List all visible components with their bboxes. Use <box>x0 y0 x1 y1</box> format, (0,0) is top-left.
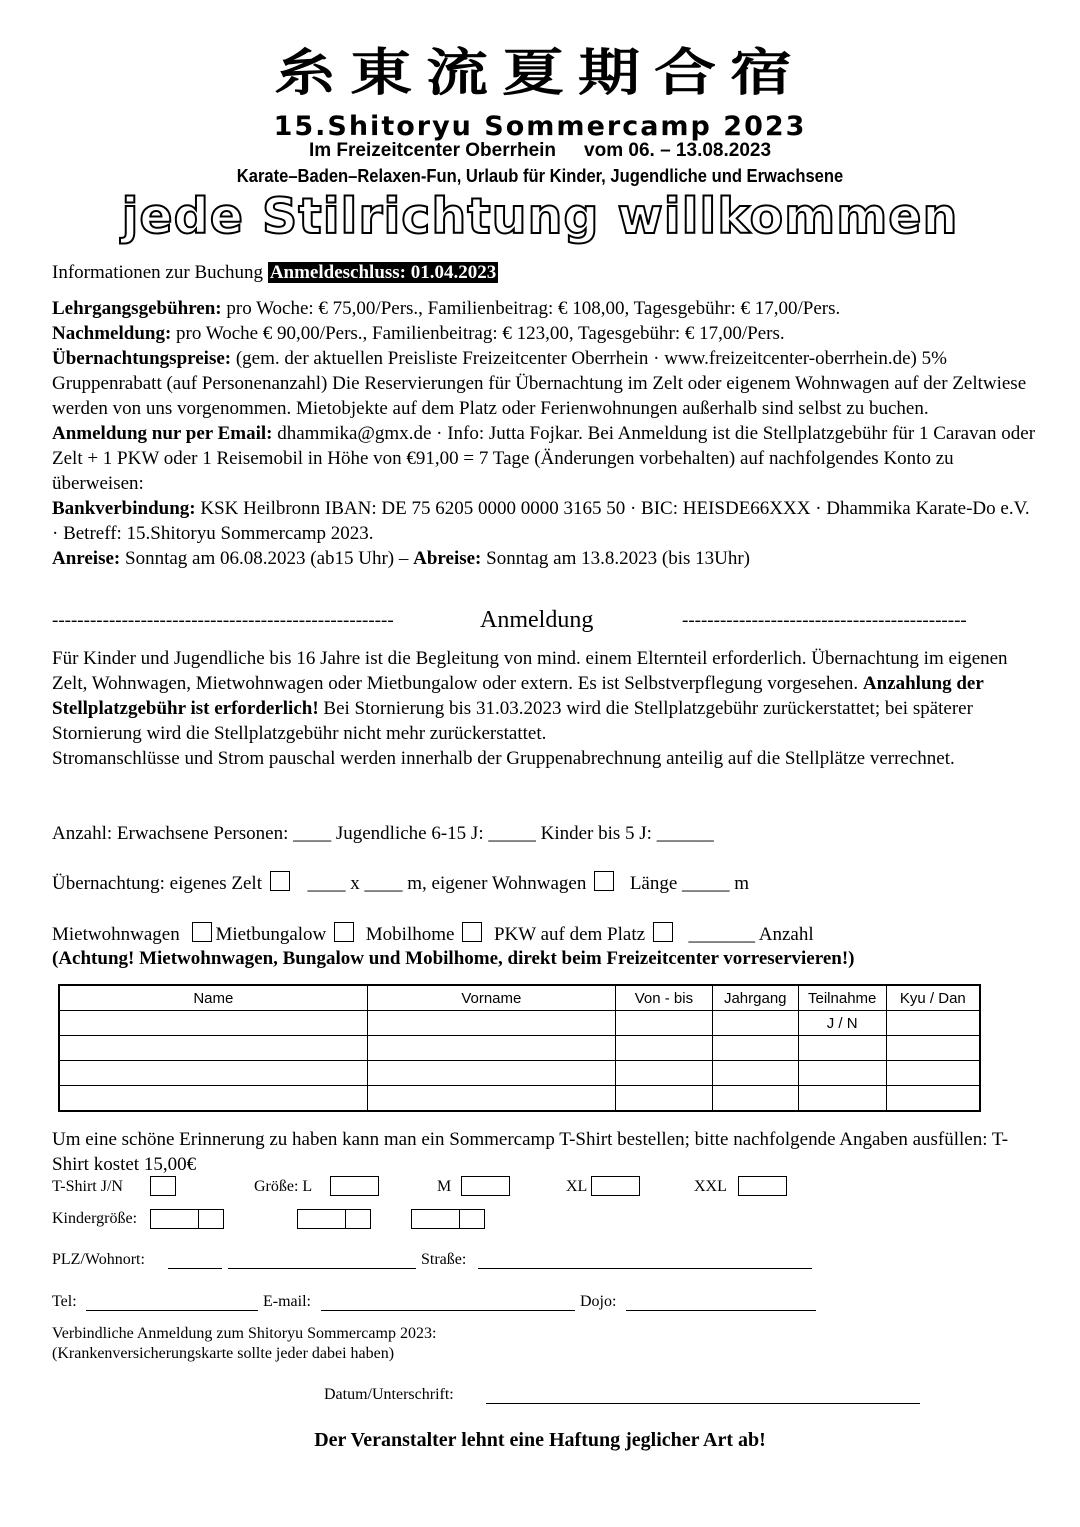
stay-line <box>52 871 749 896</box>
table-header-row <box>59 985 980 1011</box>
cell[interactable] <box>367 1011 615 1036</box>
cell[interactable] <box>886 1036 980 1061</box>
mietbungalow-checkbox[interactable] <box>334 922 354 942</box>
kids-count-box-1[interactable] <box>198 1209 224 1229</box>
stay-prices <box>52 346 1037 421</box>
cell[interactable] <box>59 1011 367 1036</box>
fees-label: Lehrgangsgebühren: <box>52 298 222 319</box>
size-xl-label: XL <box>566 1178 588 1195</box>
opt-mietbungalow: Mietbungalow <box>215 924 327 945</box>
cell[interactable] <box>616 1036 713 1061</box>
arrival-info <box>52 546 1037 571</box>
col-name: Name <box>59 985 367 1011</box>
street-field[interactable] <box>478 1254 812 1269</box>
email-field[interactable] <box>321 1296 575 1311</box>
fees-text: pro Woche: € 75,00/Pers., Familienbeitrag: € 108,00, Tagesgebühr: € 17,00/Pers. <box>221 298 841 319</box>
kids-size-label: Kindergröße: <box>52 1210 138 1227</box>
col-vorname: Vorname <box>367 985 615 1011</box>
email-label: Anmeldung nur per Email: <box>52 423 273 444</box>
reg-p1-bold: Anzahlung der Stellplatzgebühr ist erforderlich! <box>52 673 984 719</box>
size-l-label: Größe: L <box>254 1178 313 1195</box>
size-m-box[interactable] <box>461 1176 510 1196</box>
signature-field[interactable] <box>486 1389 920 1404</box>
email-label: E-mail: <box>263 1293 311 1310</box>
bank-label: Bankverbindung: <box>52 498 196 519</box>
deadline-badge: Anmeldeschluss: 01.04.2023 <box>269 262 497 283</box>
tshirt-label: T-Shirt J/N <box>52 1178 123 1195</box>
opt-pkw: PKW auf dem Platz <box>493 924 646 945</box>
divider-left: ------------------------------------------------------ <box>52 610 394 631</box>
cell[interactable] <box>886 1011 980 1036</box>
kids-count-box-2[interactable] <box>345 1209 371 1229</box>
plz-field[interactable] <box>168 1254 222 1269</box>
col-teilnahme: Teilnahme <box>798 985 886 1011</box>
reservation-warning: (Achtung! Mietwohnwagen, Bungalow und Mobilhome, direkt beim Freizeitcenter vorreservieren!) <box>52 948 855 969</box>
late-line <box>52 321 1037 346</box>
size-l-box[interactable] <box>330 1176 379 1196</box>
power-paragraph: Stromanschlüsse und Strom pauschal werden innerhalb der Gruppenabrechnung anteilig auf die Stellplätze verrechnet. <box>52 748 955 769</box>
stay-text: (gem. der aktuellen Preisliste Freizeitcenter Oberrhein · www.freizeitcenter-oberrhein.de) 5% Gruppenrabatt (auf Personenanzahl) Die Reservierungen für Übernachtung im Zelt oder eigenem Wohnwagen auf der Zeltwiese werden von uns vorgenommen. Mietobjekte auf dem Platz oder Ferienwohnungen außerhalb sind selbst zu buchen. <box>52 348 1027 419</box>
registration-paragraph <box>52 646 1037 746</box>
stay-prefix: Übernachtung: eigenes Zelt <box>52 873 262 894</box>
cell[interactable] <box>798 1036 886 1061</box>
departure-text: Sonntag am 13.8.2023 (bis 13Uhr) <box>481 548 751 569</box>
mietwohnwagen-checkbox[interactable] <box>192 922 212 942</box>
bank-text: KSK Heilbronn IBAN: DE 75 6205 0000 0000 3165 50 · BIC: HEISDE66XXX · Dhammika Karate-Do e.V. · Betreff: 15.Shitoryu Sommercamp 2023. <box>52 498 1030 544</box>
location: Im Freizeitcenter Oberrhein <box>308 140 557 161</box>
tel-field[interactable] <box>86 1296 258 1311</box>
size-xxl-box[interactable] <box>738 1176 787 1196</box>
cell[interactable] <box>616 1086 713 1112</box>
cell[interactable] <box>798 1086 886 1112</box>
count-line[interactable]: Anzahl: Erwachsene Personen: ____ Jugendliche 6-15 J: _____ Kinder bis 5 J: ______ <box>52 823 714 844</box>
cell[interactable] <box>616 1011 713 1036</box>
dojo-label: Dojo: <box>580 1293 617 1310</box>
booking-intro-text: Informationen zur Buchung <box>52 262 264 283</box>
cell[interactable] <box>886 1061 980 1086</box>
table-row[interactable] <box>59 1061 980 1086</box>
reg-p1: Für Kinder und Jugendliche bis 16 Jahre ist die Begleitung von mind. einem Elternteil erforderlich. Übernachtung im eigenen Zelt, Wohnwagen, Mietwohnwagen oder Mietbungalow oder extern. Es ist Selbstverpflegung vorgesehen. <box>52 648 1008 694</box>
rental-options <box>52 922 814 947</box>
arrival-text: Sonntag am 06.08.2023 (ab15 Uhr) – <box>120 548 414 569</box>
location-dates <box>60 139 1020 163</box>
slogan: jede Stilrichtung willkommen <box>121 188 959 245</box>
cell[interactable] <box>367 1036 615 1061</box>
teilnahme-hint[interactable]: J / N <box>798 1011 886 1036</box>
email-text: dhammika@gmx.de · Info: Jutta Fojkar. Bei Anmeldung ist die Stellplatzgebühr für 1 Caravan oder Zelt + 1 PKW oder 1 Reisemobil in Höhe von €91,00 = 7 Tage (Änderungen vorbehalten) auf nachfolgendes Konto zu überweisen: <box>52 423 1036 494</box>
caravan-checkbox[interactable] <box>594 871 614 891</box>
email-info <box>52 421 1037 496</box>
registration-text <box>52 646 1037 771</box>
cell[interactable] <box>367 1086 615 1112</box>
cell[interactable] <box>798 1061 886 1086</box>
cell[interactable] <box>886 1086 980 1112</box>
insurance-note: (Krankenversicherungskarte sollte jeder dabei haben) <box>52 1345 395 1362</box>
cell[interactable] <box>712 1061 798 1086</box>
booking-intro <box>52 260 1037 285</box>
street-label: Straße: <box>421 1251 467 1268</box>
kids-size-box-1[interactable] <box>150 1209 198 1229</box>
size-xl-box[interactable] <box>591 1176 640 1196</box>
tshirt-yn-box[interactable] <box>150 1176 176 1196</box>
cell[interactable] <box>712 1036 798 1061</box>
stay-label: Übernachtungspreise: <box>52 348 232 369</box>
late-text: pro Woche € 90,00/Pers., Familienbeitrag: € 123,00, Tagesgebühr: € 17,00/Pers. <box>171 323 785 344</box>
date-signature-label: Datum/Unterschrift: <box>324 1386 454 1403</box>
pkw-checkbox[interactable] <box>653 922 673 942</box>
bank-info <box>52 496 1037 546</box>
cell[interactable] <box>616 1061 713 1086</box>
stay-mid: ____ x ____ m, eigener Wohnwagen <box>307 873 587 894</box>
stay-suffix: Länge _____ m <box>629 873 750 894</box>
cell[interactable] <box>59 1036 367 1061</box>
liability-disclaimer: Der Veranstalter lehnt eine Haftung jeglicher Art ab! <box>314 1429 766 1451</box>
cell[interactable] <box>367 1061 615 1086</box>
dates: vom 06. – 13.08.2023 <box>584 140 772 161</box>
camp-title: 15.Shitoryu Sommercamp 2023 <box>273 111 807 142</box>
tagline: Karate–Baden–Relaxen-Fun, Urlaub für Kinder, Jugendliche und Erwachsene <box>236 166 844 186</box>
cell[interactable] <box>712 1011 798 1036</box>
kids-size-box-2[interactable] <box>297 1209 345 1229</box>
cell[interactable] <box>59 1086 367 1112</box>
late-label: Nachmeldung: <box>52 323 172 344</box>
fees-line <box>52 296 1037 321</box>
booking-details <box>52 296 1037 571</box>
arrival-label: Anreise: <box>52 548 121 569</box>
col-kyu-dan: Kyu / Dan <box>886 985 980 1011</box>
table-row[interactable] <box>59 1036 980 1061</box>
kids-size-box-3[interactable] <box>411 1209 459 1229</box>
divider-right: --------------------------------------------- <box>682 610 967 631</box>
dojo-field[interactable] <box>626 1296 816 1311</box>
opt-anzahl: _______ Anzahl <box>688 924 814 945</box>
size-m-label: M <box>437 1178 452 1195</box>
participants-table <box>58 984 981 1112</box>
col-von-bis: Von - bis <box>616 985 713 1011</box>
cell[interactable] <box>59 1061 367 1086</box>
cell[interactable] <box>712 1086 798 1112</box>
reg-p1-end: Bei Stornierung bis 31.03.2023 wird die Stellplatzgebühr zurückerstattet; bei späterer Stornierung wird die Stellplatzgebühr nicht mehr zurückerstattet. <box>52 698 973 744</box>
tent-checkbox[interactable] <box>270 871 290 891</box>
opt-mobilhome: Mobilhome <box>365 924 455 945</box>
table-row[interactable] <box>59 1011 980 1036</box>
opt-mietwohnwagen: Mietwohnwagen <box>52 924 180 945</box>
kanji-title: 糸東流夏期合宿 <box>273 42 806 103</box>
mobilhome-checkbox[interactable] <box>462 922 482 942</box>
table-row[interactable] <box>59 1086 980 1112</box>
size-xxl-label: XXL <box>694 1178 727 1195</box>
city-field[interactable] <box>228 1254 416 1269</box>
tel-label: Tel: <box>52 1293 77 1310</box>
registration-heading: Anmeldung <box>480 607 594 633</box>
departure-label: Abreise: <box>413 548 482 569</box>
tshirt-text: Um eine schöne Erinnerung zu haben kann man ein Sommercamp T-Shirt bestellen; bitte nachfolgende Angaben ausfüllen: T-Shirt kostet 15,00€ <box>52 1129 1009 1175</box>
binding-registration: Verbindliche Anmeldung zum Shitoryu Sommercamp 2023: <box>52 1325 437 1342</box>
plz-label: PLZ/Wohnort: <box>52 1251 145 1268</box>
col-jahrgang: Jahrgang <box>712 985 798 1011</box>
kids-count-box-3[interactable] <box>459 1209 485 1229</box>
